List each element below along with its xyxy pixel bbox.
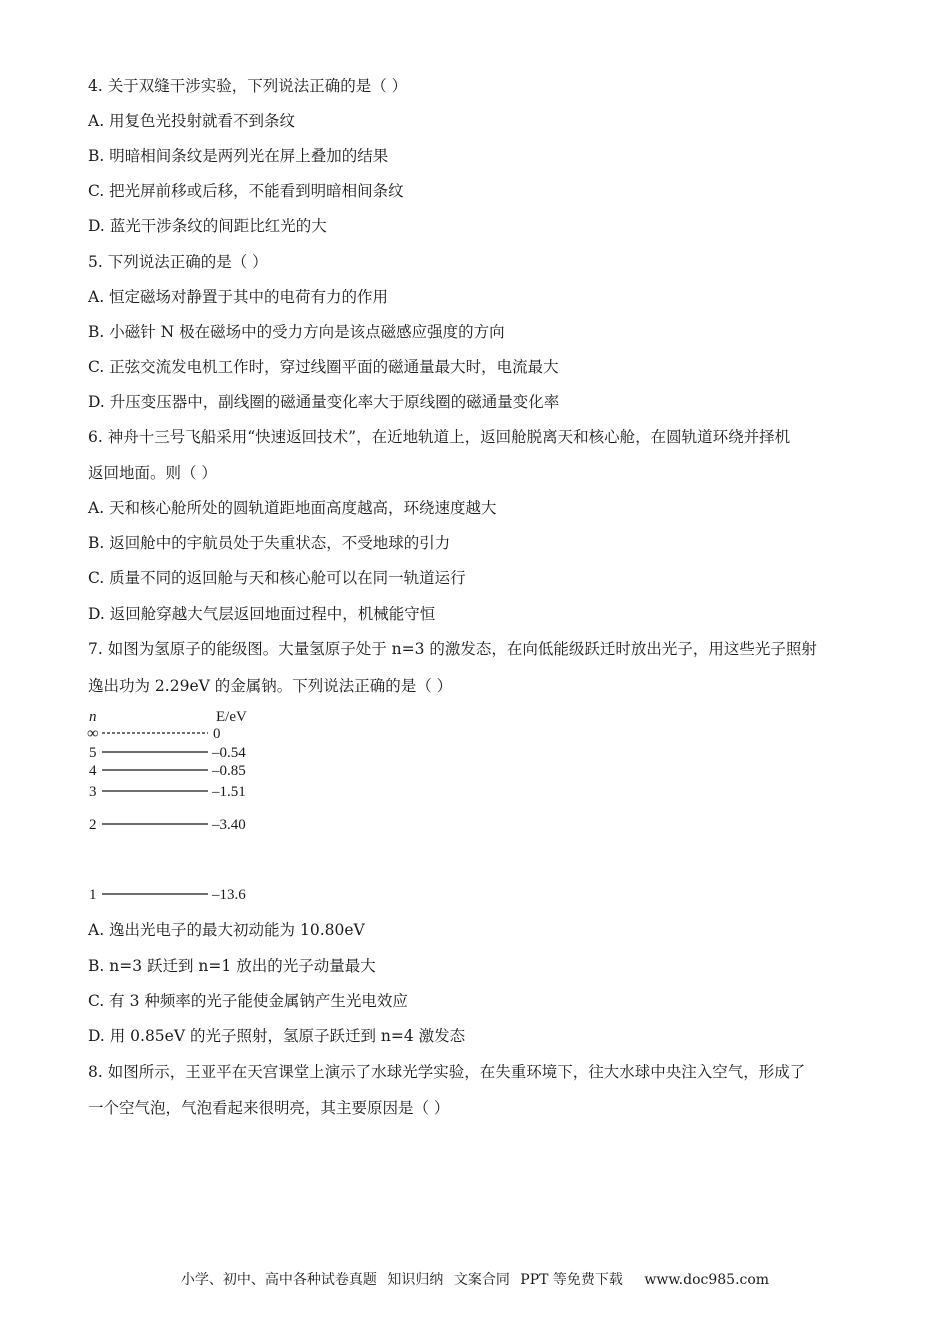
- q6-option-d: D. 返回舱穿越大气层返回地面过程中，机械能守恒: [88, 605, 436, 623]
- q8-stem-line2: 一个空气泡，气泡看起来很明亮，其主要原因是（ ）: [88, 1099, 450, 1117]
- q4-option-b: B. 明暗相间条纹是两列光在屏上叠加的结果: [88, 147, 389, 165]
- q6-stem-line2: 返回地面。则（ ）: [88, 464, 217, 482]
- level-3-n: 3: [89, 784, 97, 800]
- q7-option-a: A. 逸出光电子的最大初动能为 10.80eV: [88, 921, 365, 939]
- q6-option-c: C. 质量不同的返回舱与天和核心舱可以在同一轨道运行: [88, 569, 466, 587]
- level-1-energy: –13.6: [212, 887, 246, 903]
- level-3-energy: –1.51: [212, 784, 246, 800]
- footer-text-knowledge: 知识归纳: [387, 1272, 444, 1288]
- q5-option-c: C. 正弦交流发电机工作时，穿过线圈平面的磁通量最大时，电流最大: [88, 358, 559, 376]
- level-5-energy: –0.54: [212, 745, 246, 761]
- level-4-energy: –0.85: [212, 763, 246, 779]
- q6-stem-line1: 6. 神舟十三号飞船采用“快速返回技术”，在近地轨道上，返回舱脱离天和核心舱，在圆轨道环绕并择机: [88, 428, 791, 446]
- q6-option-a: A. 天和核心舱所处的圆轨道距地面高度越高，环绕速度越大: [88, 499, 497, 517]
- level-2-n: 2: [89, 817, 97, 833]
- q7-stem-line2: 逸出功为 2.29eV 的金属钠。下列说法正确的是（ ）: [88, 677, 453, 695]
- n-axis-label: n: [89, 709, 97, 725]
- q7-option-d: D. 用 0.85eV 的光子照射，氢原子跃迁到 n=4 激发态: [88, 1027, 466, 1045]
- q4-stem: 4. 关于双缝干涉实验，下列说法正确的是（ ）: [88, 77, 408, 95]
- level-inf-energy: 0: [213, 726, 221, 742]
- level-2-energy: –3.40: [212, 817, 246, 833]
- q6-option-b: B. 返回舱中的宇航员处于失重状态，不受地球的引力: [88, 534, 451, 552]
- footer-text-exams: 小学、初中、高中各种试卷真题: [180, 1272, 377, 1288]
- footer-text-docs: 文案合同: [453, 1272, 510, 1288]
- level-inf-n: ∞: [87, 725, 99, 742]
- q5-option-b: B. 小磁针 N 极在磁场中的受力方向是该点磁感应强度的方向: [88, 323, 505, 341]
- level-4-n: 4: [89, 763, 97, 779]
- q4-option-c: C. 把光屏前移或后移，不能看到明暗相间条纹: [88, 182, 404, 200]
- q4-option-a: A. 用复色光投射就看不到条纹: [88, 112, 296, 130]
- q8-stem-line1: 8. 如图所示，王亚平在天宫课堂上演示了水球光学实验，在失重环境下，往大水球中央注入空气，形成了: [88, 1063, 806, 1081]
- q5-stem: 5. 下列说法正确的是（ ）: [88, 253, 268, 271]
- page-footer: [0, 1270, 950, 1290]
- q7-option-c: C. 有 3 种频率的光子能使金属钠产生光电效应: [88, 992, 408, 1010]
- energy-axis-label: E/eV: [216, 709, 247, 725]
- footer-url-link[interactable]: www.doc985.com: [644, 1272, 770, 1288]
- energy-level-diagram: [86, 707, 286, 907]
- q4-option-d: D. 蓝光干涉条纹的间距比红光的大: [88, 217, 327, 235]
- q7-option-b: B. n=3 跃迁到 n=1 放出的光子动量最大: [88, 957, 376, 975]
- q7-stem-line1: 7. 如图为氢原子的能级图。大量氢原子处于 n=3 的激发态，在向低能级跃迁时放出光子，用这些光子照射: [88, 640, 817, 658]
- q5-option-d: D. 升压变压器中，副线圈的磁通量变化率大于原线圈的磁通量变化率: [88, 393, 560, 411]
- level-1-n: 1: [89, 887, 97, 903]
- q5-option-a: A. 恒定磁场对静置于其中的电荷有力的作用: [88, 288, 389, 306]
- level-5-n: 5: [89, 745, 97, 761]
- footer-text-ppt: PPT 等免费下载: [520, 1272, 623, 1288]
